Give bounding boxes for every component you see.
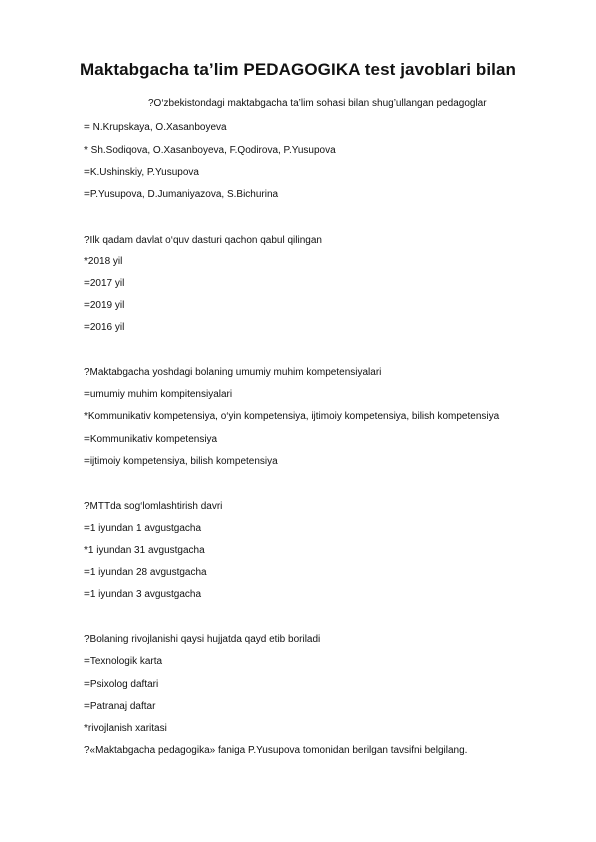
answer-3-a: =umumiy muhim kompitensiyalari — [84, 389, 233, 400]
question-3: ?Maktabgacha yoshdagi bolaning umumiy muhim kompetensiyalari — [84, 367, 382, 378]
question-6: ?«Maktabgacha pedagogika» faniga P.Yusupova tomonidan berilgan tavsifni belgilang. — [84, 745, 468, 756]
answer-4-b: *1 iyundan 31 avgustgacha — [84, 545, 205, 556]
answer-1-a: = N.Krupskaya, O.Xasanboyeva — [84, 122, 227, 133]
answer-4-a: =1 iyundan 1 avgustgacha — [84, 523, 202, 534]
answer-1-b: * Sh.Sodiqova, O.Xasanboyeva, F.Qodirova, P.Yusupova — [84, 145, 336, 156]
answer-1-c: =K.Ushinskiy, P.Yusupova — [84, 167, 199, 178]
question-4: ?MTTda sog‘lomlashtirish davri — [84, 501, 223, 512]
answer-2-d: =2016 yil — [84, 322, 125, 333]
answer-2-b: =2017 yil — [84, 278, 125, 289]
answer-2-a: *2018 yil — [84, 256, 123, 267]
answer-5-c: =Patranaj daftar — [84, 701, 156, 712]
question-1: ?O‘zbekistondagi maktabgacha ta’lim sohasi bilan shug’ullangan pedagoglar — [148, 98, 487, 109]
answer-5-b: =Psixolog daftari — [84, 679, 159, 690]
document-title: Maktabgacha ta’lim PEDAGOGIKA test javoblari bilan — [79, 60, 517, 79]
question-2: ?Ilk qadam davlat o‘quv dasturi qachon qabul qilingan — [84, 235, 322, 246]
answer-4-c: =1 iyundan 28 avgustgacha — [84, 567, 207, 578]
question-5: ?Bolaning rivojlanishi qaysi hujjatda qayd etib boriladi — [84, 634, 321, 645]
answer-4-d: =1 iyundan 3 avgustgacha — [84, 589, 202, 600]
answer-2-c: =2019 yil — [84, 300, 125, 311]
answer-3-c: =Kommunikativ kompetensiya — [84, 434, 218, 445]
answer-5-a: =Texnologik karta — [84, 656, 163, 667]
answer-3-d: =ijtimoiy kompetensiya, bilish kompetensiya — [84, 456, 278, 467]
answer-3-b: *Kommunikativ kompetensiya, o‘yin kompetensiya, ijtimoiy kompetensiya, bilish kompetensiya — [84, 411, 500, 422]
answer-1-d: =P.Yusupova, D.Jumaniyazova, S.Bichurina — [84, 189, 279, 200]
answer-5-d: *rivojlanish xaritasi — [84, 723, 167, 734]
